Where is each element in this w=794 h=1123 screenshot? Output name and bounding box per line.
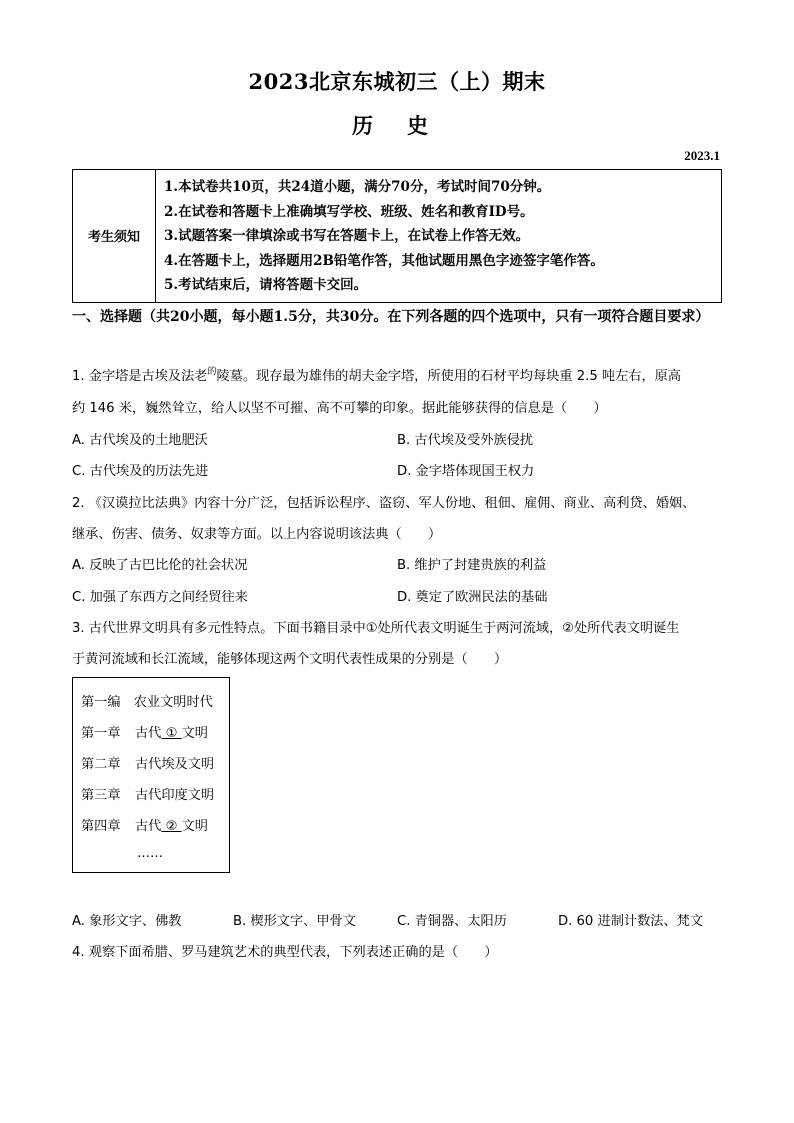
question-3-line-2: 于黄河流域和长江流域，能够体现这两个文明代表性成果的分别是（ ）	[72, 652, 508, 667]
toc-chapter-number: 第二章	[81, 757, 121, 772]
subject-title: 历史	[352, 113, 462, 138]
toc-chapter-number: 第三章	[81, 788, 121, 803]
q2-option-a[interactable]: A. 反映了古巴比伦的社会状况	[72, 558, 248, 573]
q2-option-d[interactable]: D. 奠定了欧洲民法的基础	[397, 590, 548, 605]
toc-chapter-number: 第一章	[81, 726, 121, 741]
toc-chapter	[81, 780, 229, 811]
question-2-line-2: 继承、伤害、债务、奴隶等方面。以上内容说明该法典（ ）	[72, 527, 442, 542]
notice-label: 考生须知	[73, 170, 156, 303]
blank-mark-1: ①	[161, 726, 182, 741]
toc-ellipsis: ……	[137, 846, 163, 861]
toc-chapter-title: 古代	[135, 726, 162, 741]
toc-part-heading: 第一编 农业文明时代	[81, 695, 213, 710]
notice-rules	[156, 170, 722, 303]
candidate-notice-table	[72, 169, 722, 303]
toc-chapter-title: 古代	[135, 819, 162, 834]
toc-chapter-suffix: 文明	[181, 726, 208, 741]
q2-option-b[interactable]: B. 维护了封建贵族的利益	[397, 558, 547, 573]
question-3-line-1: 3. 古代世界文明具有多元性特点。下面书籍目录中①处所代表文明诞生于两河流域，②处所代表文明诞生	[72, 621, 680, 636]
exam-date: 2023.1	[684, 148, 720, 163]
q3-option-b[interactable]: B. 楔形文字、甲骨文	[233, 914, 356, 929]
q3-option-d[interactable]: D. 60 进制计数法、梵文	[558, 914, 704, 929]
q1-option-a[interactable]: A. 古代埃及的土地肥沃	[72, 433, 208, 448]
superscript-note: 的	[207, 367, 217, 377]
toc-chapter-title: 古代埃及文明	[135, 757, 215, 772]
notice-rule: 1.本试卷共10页，共24道小题，满分70分，考试时间70分钟。	[164, 179, 551, 195]
notice-rule: 2.在试卷和答题卡上准确填写学校、班级、姓名和教育ID号。	[164, 203, 534, 220]
toc-chapter-suffix: 文明	[181, 819, 208, 834]
notice-rule: 5.考试结束后，请将答题卡交回。	[164, 277, 368, 294]
q2-option-c[interactable]: C. 加强了东西方之间经贸往来	[72, 590, 248, 605]
toc-chapter	[81, 718, 229, 749]
notice-rule: 4.在答题卡上，选择题用2B铅笔作答，其他试题用黑色字迹签字笔作答。	[164, 252, 604, 269]
toc-chapter-number: 第四章	[81, 819, 121, 834]
book-contents-box	[72, 677, 230, 873]
question-1-line-2: 约 146 米，巍然耸立，给人以坚不可摧、高不可攀的印象。据此能够获得的信息是（ ）	[72, 401, 607, 416]
section-heading: 一、选择题（共20小题，每小题1.5分，共30分。在下列各题的四个选项中，只有一项符合题目要求）	[72, 309, 710, 325]
toc-chapter	[81, 749, 229, 780]
q1-option-b[interactable]: B. 古代埃及受外族侵扰	[397, 433, 534, 448]
question-2-line-1: 2. 《汉谟拉比法典》内容十分广泛，包括诉讼程序、盗窃、军人份地、租佃、雇佣、商业、高利贷、婚姻、	[72, 496, 696, 511]
exam-title: 2023北京东城初三（上）期末	[248, 69, 546, 94]
q3-option-c[interactable]: C. 青铜器、太阳历	[397, 914, 507, 929]
question-1-line-1	[72, 367, 681, 388]
blank-mark-2: ②	[161, 819, 182, 834]
question-4-line-1: 4. 观察下面希腊、罗马建筑艺术的典型代表，下列表述正确的是（ ）	[72, 945, 498, 960]
q1-option-c[interactable]: C. 古代埃及的历法先进	[72, 464, 209, 479]
toc-chapter-title: 古代印度文明	[135, 788, 215, 803]
q3-option-a[interactable]: A. 象形文字、佛教	[72, 914, 182, 929]
notice-rule: 3.试题答案一律填涂或书写在答题卡上，在试卷上作答无效。	[164, 228, 530, 245]
question-text: 陵墓。现存最为雄伟的胡夫金字塔，所使用的石材平均每块重 2.5 吨左右，原高	[216, 369, 682, 384]
toc-chapter	[81, 811, 229, 842]
q1-option-d[interactable]: D. 金字塔体现国王权力	[397, 464, 535, 479]
question-text: 1. 金字塔是古埃及法老	[72, 369, 208, 384]
